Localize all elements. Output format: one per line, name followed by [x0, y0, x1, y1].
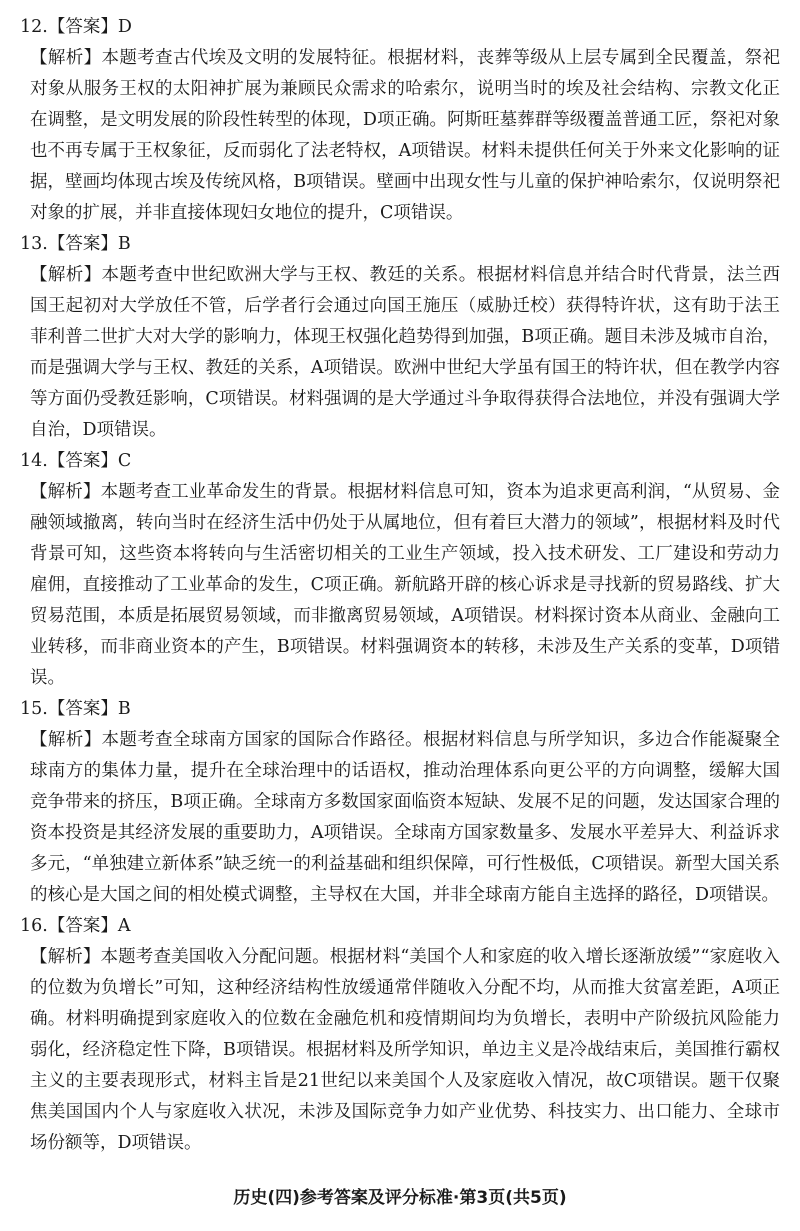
answer-line: 13.【答案】B — [20, 234, 131, 254]
analysis-paragraph: 【解析】本题考查古代埃及文明的发展特征。根据材料，丧葬等级从上层专属到全民覆盖，祭祀对象从服务王权的太阳神扩展为兼顾民众需求的哈索尔，说明当时的埃及社会结构、宗教文化正在调整，是文明发展的阶段性转型的体现，D项正确。阿斯旺墓葬群等级覆盖普通工匠，祭祀对象也不再专属于王权象征，反而弱化了法老特权，A项错误。材料未提供任何关于外来文化影响的证据，壁画均体现古埃及传统风格，B项错误。壁画中出现女性与儿童的保护神哈索尔，仅说明祭祀对象的扩展，并非直接体现妇女地位的提升，C项错误。 — [30, 48, 780, 223]
question-13 — [20, 229, 780, 446]
question-12 — [20, 12, 780, 229]
analysis-paragraph: 【解析】本题考查美国收入分配问题。根据材料“美国个人和家庭的收入增长逐渐放缓”“家庭收入的位数为负增长”可知，这种经济结构性放缓通常伴随收入分配不均，从而推大贫富差距，A项正确。材料明确提到家庭收入的位数在金融危机和疫情期间均为负增长，表明中产阶级抗风险能力弱化，经济稳定性下降，B项错误。根据材料及所学知识，单边主义是冷战结束后，美国推行霸权主义的主要表现形式，材料主旨是21世纪以来美国个人及家庭收入情况，故C项错误。题干仅聚焦美国国内个人与家庭收入状况，未涉及国际竞争力如产业优势、科技实力、出口能力、全球市场份额等，D项错误。 — [30, 947, 780, 1153]
question-14 — [20, 446, 780, 694]
page-footer: 历史(四)参考答案及评分标准·第3页(共5页) — [233, 1188, 567, 1208]
answer-line: 14.【答案】C — [20, 451, 132, 471]
answer-line: 15.【答案】B — [20, 699, 131, 719]
question-16 — [20, 911, 780, 1159]
question-15 — [20, 694, 780, 911]
answer-line: 12.【答案】D — [20, 17, 132, 37]
analysis-paragraph: 【解析】本题考查全球南方国家的国际合作路径。根据材料信息与所学知识，多边合作能凝聚全球南方的集体力量，提升在全球治理中的话语权，推动治理体系向更公平的方向调整，缓解大国竞争带来的挤压，B项正确。全球南方多数国家面临资本短缺、发展不足的问题，发达国家合理的资本投资是其经济发展的重要助力，A项错误。全球南方国家数量多、发展水平差异大、利益诉求多元，“单独建立新体系”缺乏统一的利益基础和组织保障，可行性极低，C项错误。新型大国关系的核心是大国之间的相处模式调整，主导权在大国，并非全球南方能自主选择的路径，D项错误。 — [30, 730, 780, 905]
analysis-paragraph: 【解析】本题考查工业革命发生的背景。根据材料信息可知，资本为追求更高利润，“从贸易、金融领域撤离，转向当时在经济生活中仍处于从属地位，但有着巨大潜力的领域”，根据材料及时代背景可知，这些资本将转向与生活密切相关的工业生产领域，投入技术研发、工厂建设和劳动力雇佣，直接推动了工业革命的发生，C项正确。新航路开辟的核心诉求是寻找新的贸易路线、扩大贸易范围，本质是拓展贸易领域，而非撤离贸易领域，A项错误。材料探讨资本从商业、金融向工业转移，而非商业资本的产生，B项错误。材料强调资本的转移，未涉及生产关系的变革，D项错误。 — [30, 482, 780, 688]
analysis-paragraph: 【解析】本题考查中世纪欧洲大学与王权、教廷的关系。根据材料信息并结合时代背景，法兰西国王起初对大学放任不管，后学者行会通过向国王施压（威胁迁校）获得特许状，这有助于法王菲利普二世扩大对大学的影响力，体现王权强化趋势得到加强，B项正确。题目未涉及城市自治，而是强调大学与王权、教廷的关系，A项错误。欧洲中世纪大学虽有国王的特许状，但在教学内容等方面仍受教廷影响，C项错误。材料强调的是大学通过斗争取得获得合法地位，并没有强调大学自治，D项错误。 — [30, 265, 780, 440]
answer-line: 16.【答案】A — [20, 916, 131, 936]
